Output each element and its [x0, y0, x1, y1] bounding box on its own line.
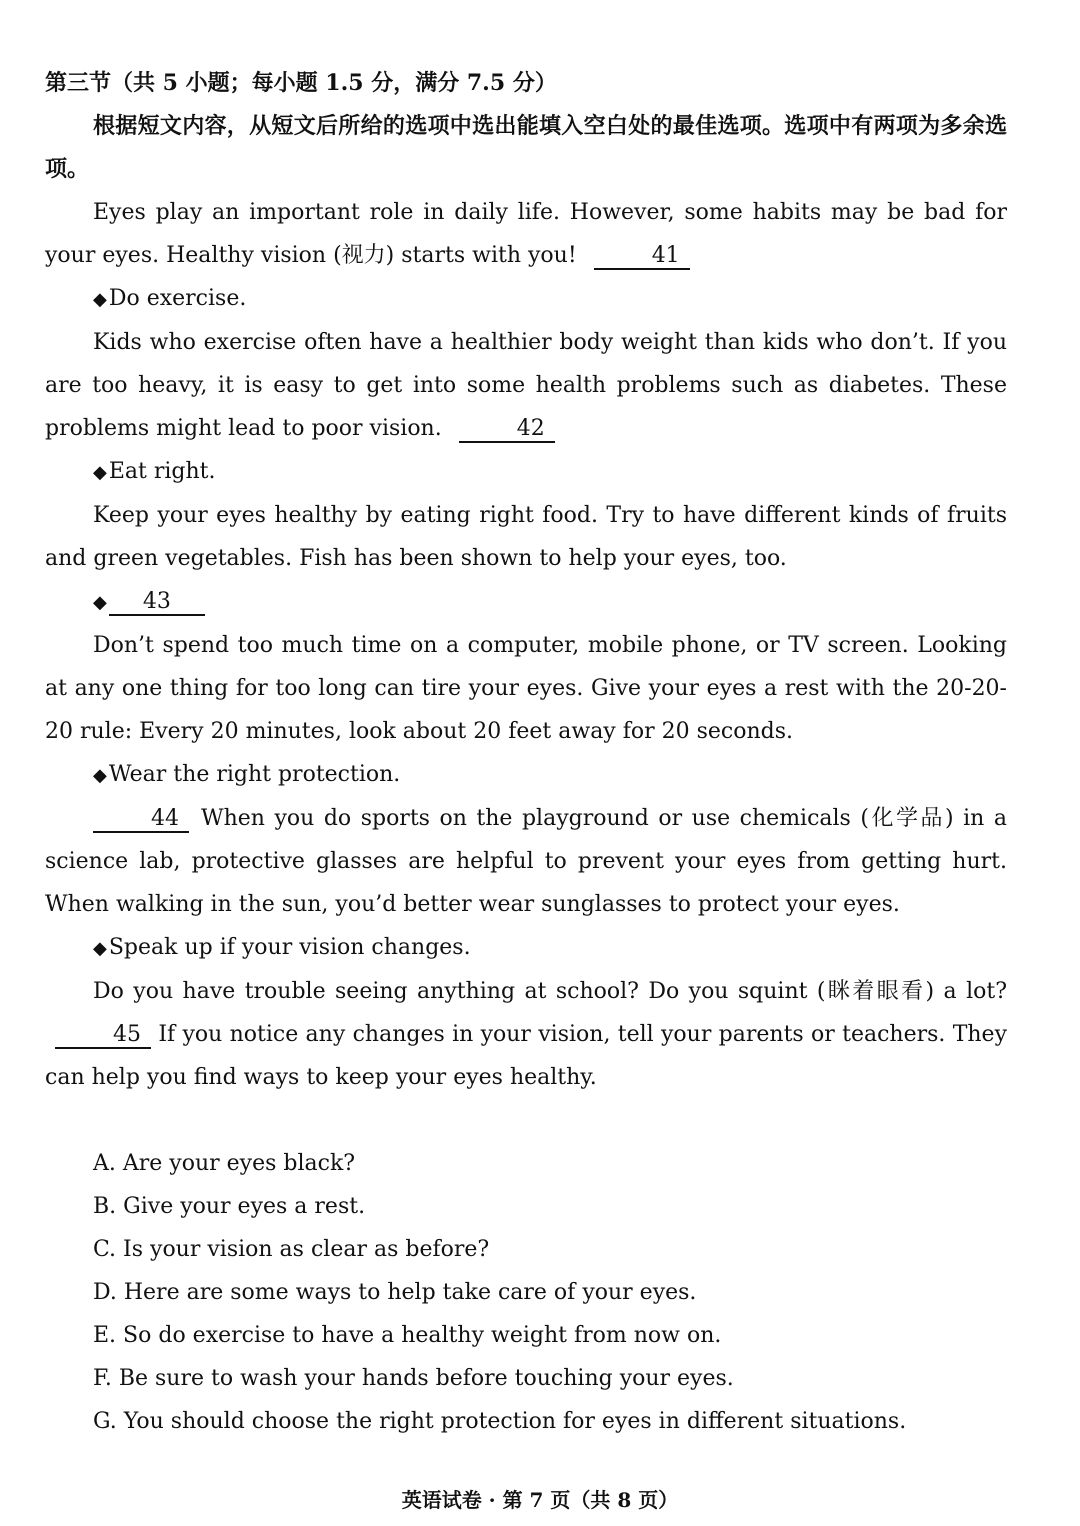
heading-5-text: Speak up if your vision changes.: [108, 935, 471, 960]
heading-do-exercise: [45, 277, 1007, 321]
diamond-icon: ◆: [93, 938, 107, 959]
blank-45: 45: [55, 1023, 151, 1049]
spacer: [45, 1099, 1007, 1142]
para5a-text: Do you have trouble seeing anything at school? Do you squint (眯着眼看) a lot?: [93, 979, 1007, 1004]
paragraph-eat-right: Keep your eyes healthy by eating right food. Try to have different kinds of fruits and green vegetables. Fish has been shown to help your eyes, too.: [45, 503, 1007, 571]
diamond-icon: ◆: [93, 289, 107, 310]
option-e: E. So do exercise to have a healthy weight from now on.: [93, 1323, 722, 1348]
paragraph-protection: [45, 797, 1007, 926]
heading-speak-up: [45, 926, 1007, 970]
passage-intro: [45, 191, 1007, 277]
diamond-icon: ◆: [93, 462, 107, 483]
option-f: F. Be sure to wash your hands before touching your eyes.: [93, 1366, 734, 1391]
blank-42: 42: [459, 417, 555, 443]
option-d: D. Here are some ways to help take care of your eyes.: [93, 1280, 697, 1305]
heading-1-text: Do exercise.: [108, 286, 247, 311]
para1-text: Kids who exercise often have a healthier body weight than kids who don’t. If you are too heavy, it is easy to get into some health problems such as diabetes. These problems might lead to poor vision.: [45, 330, 1007, 441]
blank-41: 41: [594, 244, 690, 270]
para4-text: When you do sports on the playground or use chemicals (化学品) in a science lab, protective glasses are helpful to prevent your eyes from getting hurt. When walking in the sun, you’d better wear sunglasses to protect your eyes.: [45, 806, 1007, 917]
paragraph-speak-up: [45, 970, 1007, 1099]
page-footer: 英语试卷 · 第 7 页（共 8 页）: [401, 1488, 679, 1512]
diamond-icon: ◆: [93, 592, 107, 613]
section-instruction: 根据短文内容，从短文后所给的选项中选出能填入空白处的最佳选项。选项中有两项为多余选项。: [45, 113, 1007, 182]
heading-eat-right: [45, 450, 1007, 494]
blank-44: 44: [93, 807, 189, 833]
heading-4-text: Wear the right protection.: [108, 762, 401, 787]
option-c: C. Is your vision as clear as before?: [93, 1237, 490, 1262]
answer-options: [45, 1142, 1007, 1443]
blank-43: 43: [109, 590, 205, 616]
heading-2-text: Eat right.: [108, 459, 216, 484]
option-g: G. You should choose the right protection for eyes in different situations.: [93, 1409, 907, 1434]
paragraph-screen-time: Don’t spend too much time on a computer, mobile phone, or TV screen. Looking at any one thing for too long can tire your eyes. Give your eyes a rest with the 20-20-20 rule: Every 20 minutes, look about 20 feet away for 20 seconds.: [45, 633, 1007, 744]
para5b-text: If you notice any changes in your vision, tell your parents or teachers. They can help you find ways to keep your eyes healthy.: [45, 1022, 1007, 1090]
heading-blank-43: [45, 580, 1007, 624]
heading-protection: [45, 753, 1007, 797]
paragraph-exercise: [45, 321, 1007, 450]
exam-page: [45, 62, 1007, 1443]
diamond-icon: ◆: [93, 765, 107, 786]
option-b: B. Give your eyes a rest.: [93, 1194, 366, 1219]
option-a: A. Are your eyes black?: [93, 1151, 356, 1176]
intro-text: Eyes play an important role in daily life. However, some habits may be bad for your eyes. Healthy vision (视力) starts with you!: [45, 200, 1007, 268]
section-title: 第三节（共 5 小题；每小题 1.5 分，满分 7.5 分）: [45, 70, 557, 96]
